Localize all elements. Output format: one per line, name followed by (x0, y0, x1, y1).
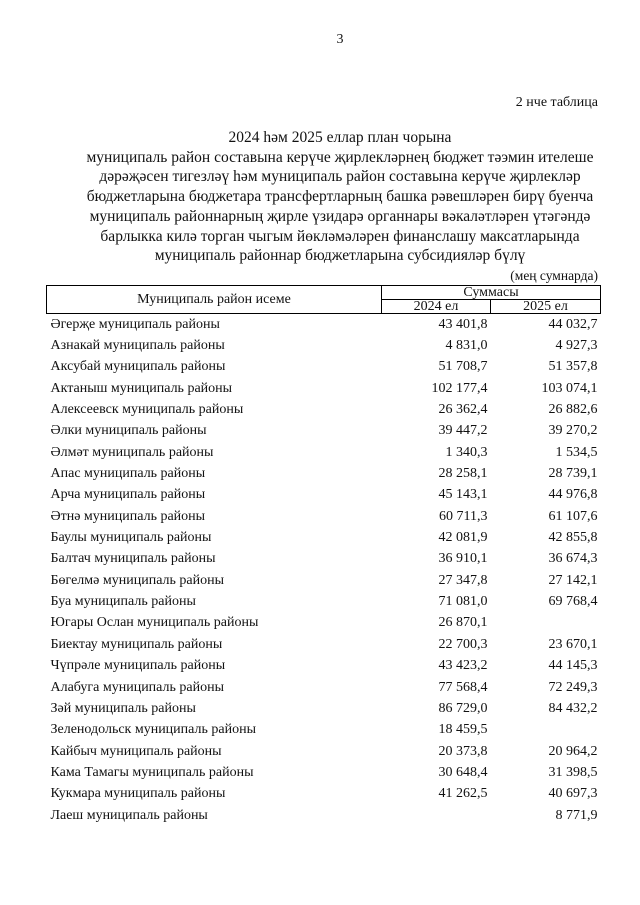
amount-2024: 60 711,3 (439, 508, 488, 524)
table-row (47, 634, 601, 655)
table-row (47, 784, 601, 805)
district-name: Әтнә муниципаль районы (50, 508, 206, 524)
amount-2025: 27 142,1 (548, 572, 598, 588)
district-name: Кукмара муниципаль районы (50, 786, 226, 802)
table-row (47, 677, 601, 698)
amount-2025: 44 032,7 (548, 316, 598, 332)
header-sum: Суммасы (382, 286, 601, 300)
header-year-2025: 2025 ел (491, 300, 601, 314)
amount-2024: 41 262,5 (438, 786, 488, 802)
district-name: Буа муниципаль районы (50, 594, 196, 610)
table-row (47, 656, 601, 677)
table-row (47, 442, 601, 463)
district-name: Чүпрәле муниципаль районы (50, 658, 226, 674)
table-row (47, 805, 601, 826)
amount-2025: 1 534,5 (555, 444, 598, 460)
district-name: Алексеевск муниципаль районы (50, 402, 244, 418)
district-name: Аксубай муниципаль районы (50, 359, 226, 375)
amount-2025: 36 674,3 (548, 551, 598, 567)
district-name: Зеленодольск муниципаль районы (50, 722, 256, 738)
title-line: бюджетларына бюджетара трансфертларның башка рәвешләрен бирү буенча (86, 188, 594, 206)
header-row (47, 286, 601, 300)
district-name: Балтач муниципаль районы (50, 551, 216, 567)
table-row (47, 613, 601, 634)
district-name: Апас муниципаль районы (50, 466, 206, 482)
amount-2025: 84 432,2 (548, 700, 598, 716)
table-row (47, 698, 601, 719)
amount-2025: 20 964,2 (548, 743, 598, 759)
amount-2025: 31 398,5 (548, 764, 598, 780)
table-row (47, 421, 601, 442)
table-row (47, 314, 601, 336)
district-name: Югары Ослан муниципаль районы (50, 615, 259, 631)
district-name: Алабуга муниципаль районы (50, 679, 224, 695)
header-year-2024: 2024 ел (382, 300, 491, 314)
amount-2025: 72 249,3 (548, 679, 598, 695)
district-name: Арча муниципаль районы (50, 487, 206, 503)
district-name: Биектау муниципаль районы (50, 636, 223, 652)
amount-2025: 26 882,6 (548, 402, 598, 418)
amount-2024: 26 870,1 (438, 615, 488, 631)
district-name: Азнакай муниципаль районы (50, 338, 225, 354)
table-row (47, 762, 601, 783)
district-name: Әлмәт муниципаль районы (50, 444, 214, 460)
title-line: муниципаль район составына керүче җирлекләрнең бюджет тәэмин ителеше (86, 148, 594, 166)
table-body (47, 314, 601, 827)
table-header (47, 286, 601, 314)
header-district-name: Муниципаль район исеме (47, 286, 382, 314)
district-name: Кайбыч муниципаль районы (50, 743, 222, 759)
table-row (47, 591, 601, 612)
amount-2024: 43 401,8 (438, 316, 488, 332)
amount-2024-empty (382, 805, 491, 826)
amount-2024: 51 708,7 (438, 359, 488, 375)
table-row (47, 506, 601, 527)
table-row (47, 335, 601, 356)
district-name: Лаеш муниципаль районы (50, 807, 208, 823)
table-row (47, 549, 601, 570)
amount-2025: 44 145,3 (548, 658, 598, 674)
amount-2024: 86 729,0 (438, 700, 488, 716)
amount-2024: 42 081,9 (438, 530, 488, 546)
amount-2025-empty (491, 613, 601, 634)
document-title (40, 128, 640, 266)
amount-2025: 51 357,8 (548, 359, 598, 375)
table-row (47, 570, 601, 591)
amount-2024: 39 447,2 (438, 423, 488, 439)
amount-2025: 28 739,1 (548, 466, 598, 482)
district-name: Бөгелмә муниципаль районы (50, 572, 225, 588)
unit-note: (мең сумнарда) (510, 268, 598, 283)
amount-2024: 18 459,5 (438, 722, 488, 738)
amount-2025: 4 927,3 (555, 338, 598, 354)
title-line: муниципаль районнарның җирле үзидарә органнары вәкаләтләрен үтәгәндә (89, 207, 591, 225)
amount-2024: 102 177,4 (431, 380, 488, 396)
amount-2024: 26 362,4 (438, 402, 488, 418)
amount-2025: 42 855,8 (548, 530, 598, 546)
title-line: барлыкка килә торган чыгым йөкләмәләрен финанслашу максатларында (100, 227, 580, 245)
table-label: 2 нче таблица (515, 95, 598, 110)
amount-2025: 44 976,8 (548, 487, 598, 503)
amount-2025: 103 074,1 (541, 380, 598, 396)
district-name: Зәй муниципаль районы (50, 700, 196, 716)
district-name: Әгерҗе муниципаль районы (50, 316, 220, 332)
amount-2025: 8 771,9 (555, 807, 598, 823)
subsidy-table (46, 285, 601, 826)
amount-2024: 1 340,3 (445, 444, 488, 460)
table-row (47, 527, 601, 548)
amount-2025: 69 768,4 (548, 594, 598, 610)
amount-2024: 27 347,8 (438, 572, 488, 588)
amount-2025: 40 697,3 (548, 786, 598, 802)
district-name: Кама Тамагы муниципаль районы (50, 764, 254, 780)
amount-2024: 71 081,0 (438, 594, 488, 610)
amount-2024: 36 910,1 (438, 551, 488, 567)
table-row (47, 399, 601, 420)
amount-2025: 23 670,1 (548, 636, 598, 652)
amount-2024: 28 258,1 (438, 466, 488, 482)
district-name: Актаныш муниципаль районы (50, 380, 233, 396)
district-name: Әлки муниципаль районы (50, 423, 207, 439)
amount-2024: 77 568,4 (438, 679, 488, 695)
amount-2024: 20 373,8 (438, 743, 488, 759)
table-row (47, 463, 601, 484)
title-line: дәрәҗәсен тигезләү һәм муниципаль район составына керүче җирлекләр (99, 168, 581, 186)
table-row (47, 720, 601, 741)
table-row (47, 741, 601, 762)
title-line: 2024 һәм 2025 еллар план чорына (228, 129, 452, 146)
district-name: Баулы муниципаль районы (50, 530, 212, 546)
amount-2025: 39 270,2 (548, 423, 598, 439)
amount-2024: 4 831,0 (445, 338, 488, 354)
title-line: муниципаль районнар бюджетларына субсидияләр бүлү (154, 247, 526, 265)
table-row (47, 378, 601, 399)
amount-2024: 22 700,3 (438, 636, 488, 652)
amount-2025: 61 107,6 (548, 508, 598, 524)
page-number: 3 (336, 32, 344, 47)
amount-2024: 30 648,4 (438, 764, 488, 780)
amount-2024: 43 423,2 (438, 658, 488, 674)
table-row (47, 485, 601, 506)
table-row (47, 357, 601, 378)
amount-2024: 45 143,1 (438, 487, 488, 503)
amount-2025-empty (491, 720, 601, 741)
